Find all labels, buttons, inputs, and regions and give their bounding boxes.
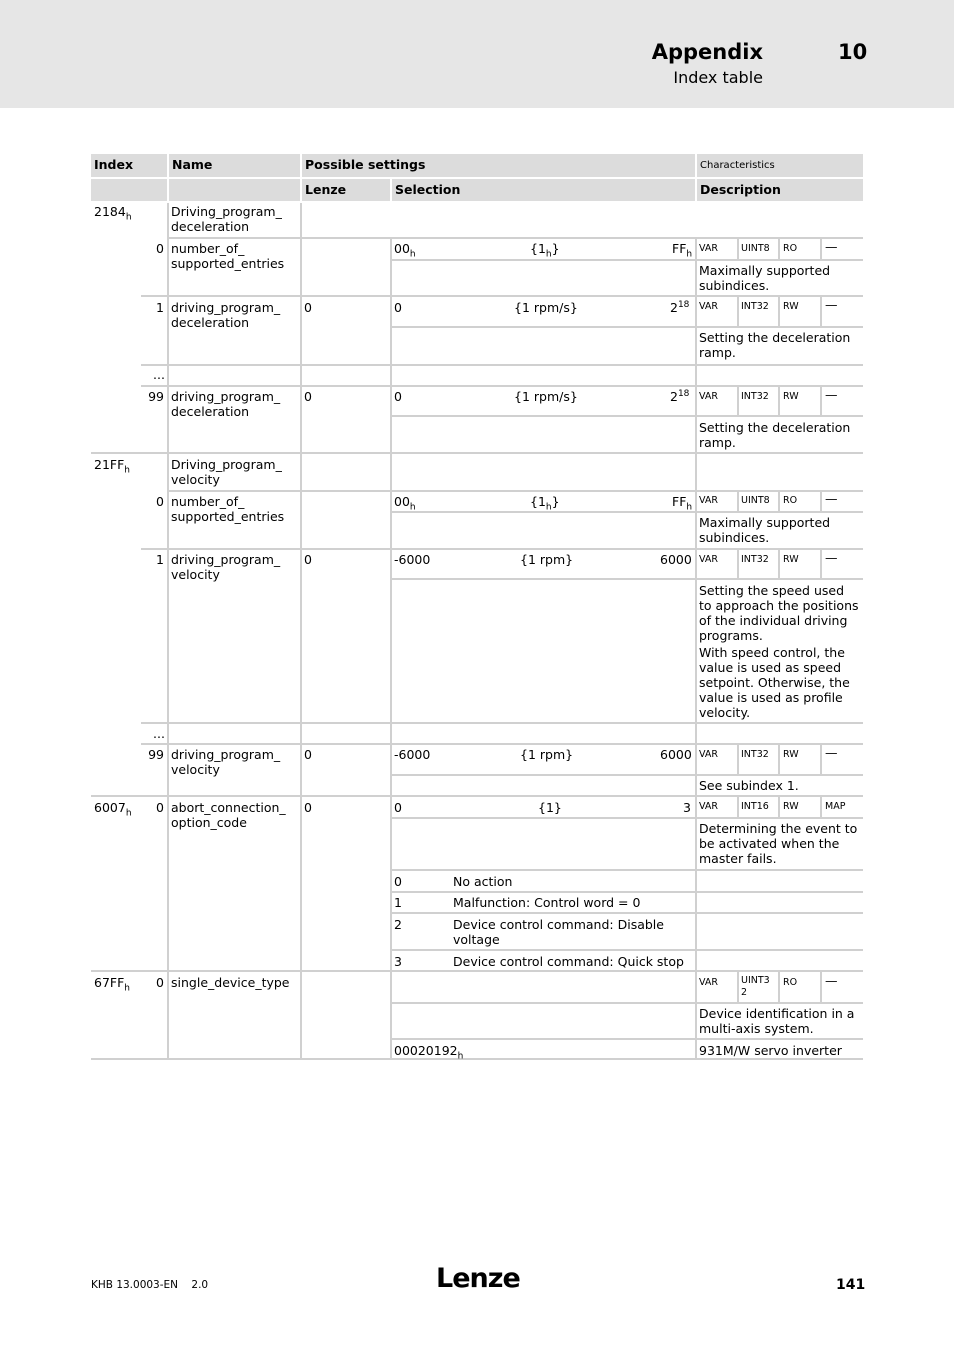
value: 2 <box>670 389 678 405</box>
grid-line <box>778 550 780 578</box>
col-header-name: Name <box>169 154 300 177</box>
selection-unit: {1 rpm/s} <box>514 389 578 404</box>
description: See subindex 1. <box>699 778 799 793</box>
selection-min: 0 <box>394 389 402 404</box>
selection-min: -6000 <box>394 552 431 567</box>
grid-line <box>820 745 822 774</box>
index-value: 21FF <box>94 457 125 472</box>
grid-line <box>778 797 780 817</box>
value: 00020192 <box>394 1043 458 1058</box>
ellipsis: ... <box>153 726 165 741</box>
index-21ff <box>94 457 130 479</box>
subindex: 99 <box>148 389 164 404</box>
char-access: RW <box>783 391 799 402</box>
subindex: 0 <box>156 241 164 256</box>
char-access: RO <box>783 243 798 254</box>
subindex-name: driving_program_ deceleration <box>171 300 281 330</box>
col-header-index: Index <box>91 154 167 177</box>
hex-suffix: h <box>409 502 416 513</box>
grid-line <box>392 949 863 951</box>
grid-line <box>392 415 863 417</box>
grid-line <box>169 237 863 239</box>
selection-unit <box>530 494 560 516</box>
char-mapping: — <box>825 491 838 506</box>
grid-line <box>778 387 780 415</box>
char-mapping: — <box>825 973 838 988</box>
lenze-default: 0 <box>304 800 312 815</box>
grid-line <box>820 550 822 578</box>
char-access: RO <box>783 977 798 988</box>
selection-max <box>670 387 689 404</box>
selection-min <box>394 241 416 263</box>
subindex: 1 <box>156 552 164 567</box>
description: Setting the deceleration ramp. <box>699 420 851 450</box>
grid-line <box>392 511 863 513</box>
col-header-possible-settings: Possible settings <box>302 154 695 177</box>
exponent: 18 <box>677 389 690 399</box>
selection-unit <box>530 241 560 263</box>
char-access: RO <box>783 495 798 506</box>
constant-value <box>394 1043 463 1065</box>
col-header-lenze: Lenze <box>302 179 390 201</box>
grid-line <box>820 972 822 1002</box>
grid-line <box>392 326 863 328</box>
grid-line <box>737 297 739 326</box>
char-access: RW <box>783 554 799 565</box>
selection-min: -6000 <box>394 747 431 762</box>
grid-line <box>737 797 739 817</box>
selection-min: 0 <box>394 300 402 315</box>
char-datatype: UINT3 2 <box>741 975 770 998</box>
grid-line <box>392 259 863 261</box>
lenze-default: 0 <box>304 747 312 762</box>
value: } <box>551 241 560 256</box>
option-value: 3 <box>394 954 402 969</box>
hex-suffix: h <box>124 465 131 476</box>
index-value: 67FF <box>94 975 125 990</box>
grid-line <box>392 1038 863 1040</box>
char-type: VAR <box>699 391 718 402</box>
description: Maximally supported subindices. <box>699 263 831 293</box>
description: Setting the speed used to approach the positions of the individual driving programs. <box>699 583 859 643</box>
grid-line <box>737 550 739 578</box>
description: Setting the deceleration ramp. <box>699 330 851 360</box>
subindex-name: abort_connection_ option_code <box>171 800 286 830</box>
grid-line <box>300 203 302 1060</box>
selection-max <box>670 298 689 315</box>
subindex-name: driving_program_ velocity <box>171 552 281 582</box>
grid-line <box>392 578 863 580</box>
hex-suffix: h <box>125 808 132 819</box>
hex-suffix: h <box>124 983 131 994</box>
grid-line <box>91 795 863 797</box>
grid-line <box>141 722 863 724</box>
value: 00 <box>394 241 410 256</box>
subindex-name: driving_program_ velocity <box>171 747 281 777</box>
selection-max: 6000 <box>660 747 692 762</box>
doc-id: KHB 13.0003-EN <box>91 1279 179 1291</box>
grid-line <box>392 869 863 871</box>
option-value: 2 <box>394 917 402 932</box>
index-value: 2184 <box>94 204 126 219</box>
object-name: Driving_program_ velocity <box>171 457 282 487</box>
char-type: VAR <box>699 554 718 565</box>
page-number: 141 <box>836 1277 866 1293</box>
grid-line <box>737 238 739 259</box>
selection-min: 0 <box>394 800 402 815</box>
value: {1 <box>530 241 546 256</box>
lenze-logo: Lenze <box>436 1263 520 1294</box>
subindex-name: number_of_ supported_entries <box>171 494 285 524</box>
selection-max <box>672 494 692 516</box>
description: With speed control, the value is used as speed setpoint. Otherwise, the value is used as profile velocity. <box>699 645 850 720</box>
ellipsis: ... <box>153 367 165 382</box>
grid-line <box>737 745 739 774</box>
option-text: Device control command: Quick stop <box>453 954 684 969</box>
value: } <box>551 494 560 509</box>
char-mapping: — <box>825 239 838 254</box>
grid-line <box>778 297 780 326</box>
lenze-default: 0 <box>304 300 312 315</box>
char-type: VAR <box>699 749 718 760</box>
subindex: 0 <box>156 975 164 990</box>
subindex: 99 <box>148 747 164 762</box>
header-blank-name <box>169 179 300 201</box>
char-type: VAR <box>699 495 718 506</box>
selection-unit: {1 rpm/s} <box>514 300 578 315</box>
doc-version: 2.0 <box>191 1279 209 1291</box>
char-access: RW <box>783 801 799 812</box>
option-text: Malfunction: Control word = 0 <box>453 895 641 910</box>
index-value: 6007 <box>94 800 126 815</box>
header-blank-index <box>91 179 167 201</box>
grid-line <box>141 385 863 387</box>
subindex: 0 <box>156 494 164 509</box>
selection-unit: {1} <box>538 800 562 815</box>
grid-line <box>695 238 697 1060</box>
selection-unit: {1 rpm} <box>520 747 574 762</box>
selection-unit: {1 rpm} <box>520 552 574 567</box>
char-datatype: INT32 <box>741 554 769 565</box>
grid-line <box>778 745 780 774</box>
char-datatype: UINT8 <box>741 243 770 254</box>
char-mapping: — <box>825 550 838 565</box>
selection-max <box>672 241 692 263</box>
hex-suffix: h <box>686 249 693 260</box>
subindex-name: driving_program_ deceleration <box>171 389 281 419</box>
description: Device identification in a multi-axis system. <box>699 1006 855 1036</box>
hex-suffix: h <box>545 502 552 513</box>
selection-max: 3 <box>683 800 691 815</box>
grid-line <box>141 548 863 550</box>
grid-line <box>820 387 822 415</box>
grid-line <box>778 238 780 259</box>
char-datatype: INT32 <box>741 391 769 402</box>
grid-line <box>392 817 863 819</box>
hex-suffix: h <box>457 1051 464 1062</box>
lenze-default: 0 <box>304 389 312 404</box>
grid-line <box>167 203 169 1060</box>
option-text: No action <box>453 874 513 889</box>
char-type: VAR <box>699 801 718 812</box>
col-header-characteristics: Characteristics <box>697 154 863 177</box>
grid-line <box>778 972 780 1002</box>
char-mapping: MAP <box>825 801 846 812</box>
index-2184 <box>94 204 132 226</box>
char-access: RW <box>783 749 799 760</box>
selection-max: 6000 <box>660 552 692 567</box>
grid-line <box>820 238 822 259</box>
hex-suffix: h <box>409 249 416 260</box>
col-header-selection: Selection <box>392 179 695 201</box>
char-access: RW <box>783 301 799 312</box>
index-6007 <box>94 800 132 822</box>
char-type: VAR <box>699 301 718 312</box>
grid-line <box>392 912 863 914</box>
grid-line <box>91 452 863 454</box>
value: 00 <box>394 494 410 509</box>
option-text: Device control command: Disable voltage <box>453 917 664 947</box>
option-value: 1 <box>394 895 402 910</box>
subindex-name: number_of_ supported_entries <box>171 241 285 271</box>
char-datatype: UINT8 <box>741 495 770 506</box>
grid-line <box>820 492 822 511</box>
grid-line <box>91 1058 863 1060</box>
grid-line <box>392 774 863 776</box>
char-datatype: INT32 <box>741 749 769 760</box>
char-type: VAR <box>699 243 718 254</box>
char-datatype: INT32 <box>741 301 769 312</box>
value: {1 <box>530 494 546 509</box>
char-mapping: — <box>825 297 838 312</box>
char-type: VAR <box>699 977 718 988</box>
grid-line <box>141 364 863 366</box>
chapter-title: Appendix <box>651 40 763 64</box>
subindex-name: single_device_type <box>171 975 290 990</box>
grid-line <box>778 492 780 511</box>
selection-min <box>394 494 416 516</box>
page-header <box>0 0 954 108</box>
index-67ff <box>94 975 130 997</box>
hex-suffix: h <box>686 502 693 513</box>
option-value: 0 <box>394 874 402 889</box>
char-mapping: — <box>825 745 838 760</box>
description: Determining the event to be activated when the master fails. <box>699 821 858 866</box>
grid-line <box>141 295 863 297</box>
chapter-number: 10 <box>838 40 868 64</box>
section-title: Index table <box>673 68 763 87</box>
grid-line <box>737 387 739 415</box>
grid-line <box>169 490 863 492</box>
constant-description: 931M/W servo inverter <box>699 1043 842 1058</box>
char-mapping: — <box>825 387 838 402</box>
value: FF <box>672 241 687 256</box>
grid-line <box>737 492 739 511</box>
object-name: Driving_program_ deceleration <box>171 204 282 234</box>
subindex: 1 <box>156 300 164 315</box>
char-datatype: INT16 <box>741 801 769 812</box>
grid-line <box>737 972 739 1002</box>
hex-suffix: h <box>545 249 552 260</box>
value: FF <box>672 494 687 509</box>
hex-suffix: h <box>125 212 132 223</box>
grid-line <box>820 297 822 326</box>
grid-line <box>390 238 392 1060</box>
grid-line <box>91 970 863 972</box>
col-header-description: Description <box>697 179 863 201</box>
grid-line <box>820 797 822 817</box>
subindex: 0 <box>156 800 164 815</box>
description: Maximally supported subindices. <box>699 515 831 545</box>
document-id <box>91 1279 208 1291</box>
lenze-default: 0 <box>304 552 312 567</box>
grid-line <box>392 891 863 893</box>
grid-line <box>392 1002 863 1004</box>
exponent: 18 <box>677 300 690 310</box>
value: 2 <box>670 300 678 316</box>
grid-line <box>141 743 863 745</box>
